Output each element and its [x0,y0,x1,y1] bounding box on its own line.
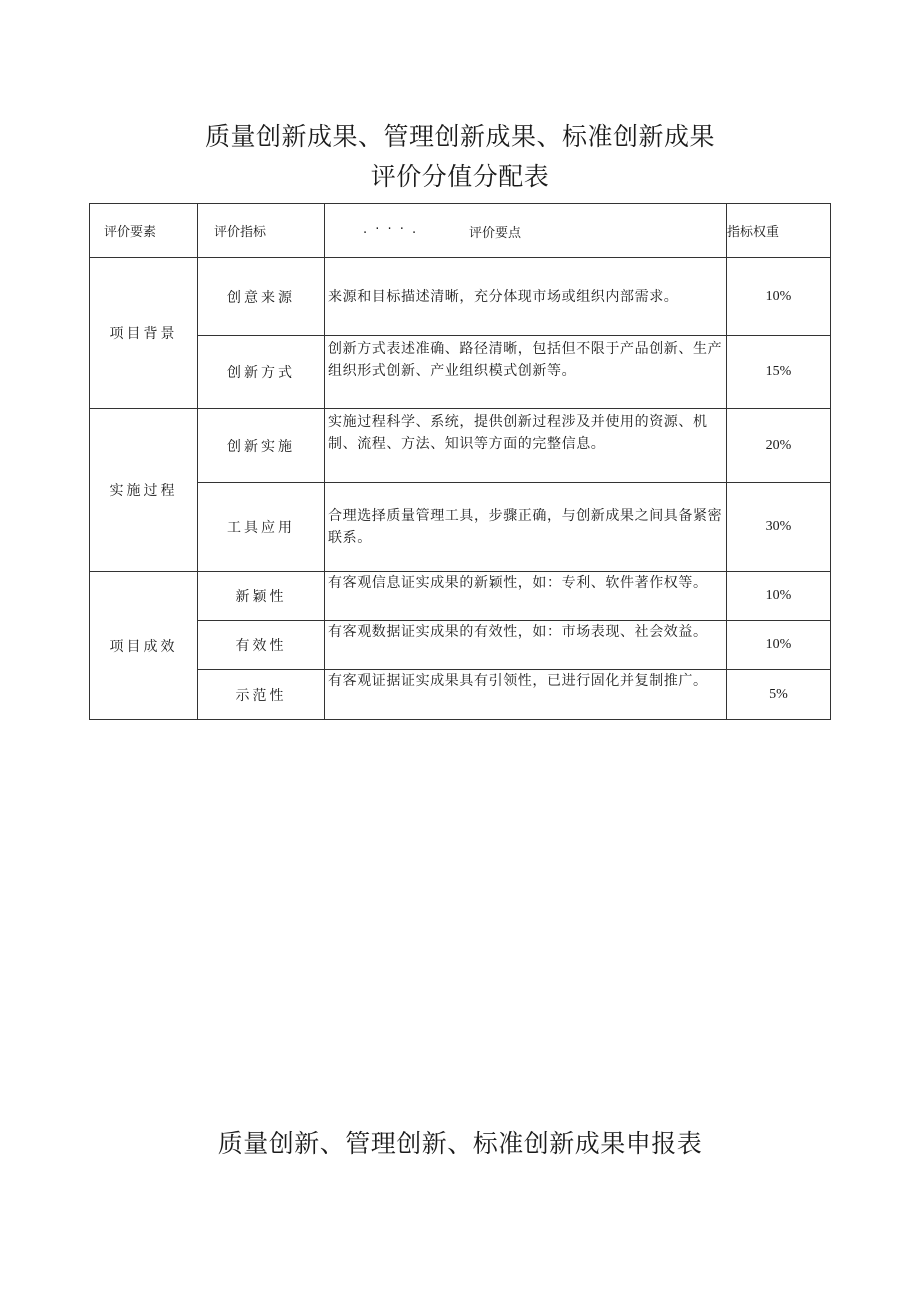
indicator-cell: 示范性 [198,670,325,720]
application-form-title: 质量创新、管理创新、标准创新成果申报表 [217,1129,703,1158]
indicator-cell: 创意来源 [198,258,325,336]
page-title-line-1: 质量创新成果、管理创新成果、标准创新成果 [204,122,715,151]
header-indicator: 评价指标 [198,204,325,258]
evaluation-score-table [89,203,831,720]
indicator-cell: 新颖性 [198,572,325,621]
indicator-cell: 工具应用 [198,483,325,572]
table-row [90,483,831,572]
indicator-cell: 创新实施 [198,409,325,483]
element-cell: 实施过程 [90,409,198,572]
weight-cell: 10% [727,621,831,670]
indicator-cell: 有效性 [198,621,325,670]
weight-cell: 20% [727,409,831,483]
page-title-line-2: 评价分值分配表 [370,162,550,191]
header-element: 评价要素 [90,204,198,258]
weight-cell: 10% [727,572,831,621]
weight-cell: 5% [727,670,831,720]
weight-cell: 30% [727,483,831,572]
table-row [90,621,831,670]
points-cell: 有客观数据证实成果的有效性，如：市场表现、社会效益。 [325,621,727,670]
points-cell: 来源和目标描述清晰，充分体现市场或组织内部需求。 [325,258,727,336]
points-cell: 合理选择质量管理工具，步骤正确，与创新成果之间具备紧密联系。 [325,483,727,572]
indicator-cell: 创新方式 [198,336,325,409]
table-header-row [90,204,831,258]
header-points [325,204,727,258]
points-cell: 实施过程科学、系统，提供创新过程涉及并使用的资源、机制、流程、方法、知识等方面的完整信息。 [325,409,727,483]
element-cell: 项目背景 [90,258,198,409]
table-row [90,336,831,409]
header-dots: . · · · . [363,222,419,237]
weight-cell: 15% [727,336,831,409]
points-cell: 创新方式表述准确、路径清晰，包括但不限于产品创新、生产组织形式创新、产业组织模式创新等。 [325,336,727,409]
points-cell: 有客观信息证实成果的新颖性，如：专利、软件著作权等。 [325,572,727,621]
table-row [90,258,831,336]
element-cell: 项目成效 [90,572,198,720]
header-points-label: 评价要点 [469,226,522,241]
table-row [90,409,831,483]
table-row [90,670,831,720]
weight-cell: 10% [727,258,831,336]
points-cell: 有客观证据证实成果具有引领性，已进行固化并复制推广。 [325,670,727,720]
header-weight: 指标权重 [727,204,831,258]
table-row [90,572,831,621]
